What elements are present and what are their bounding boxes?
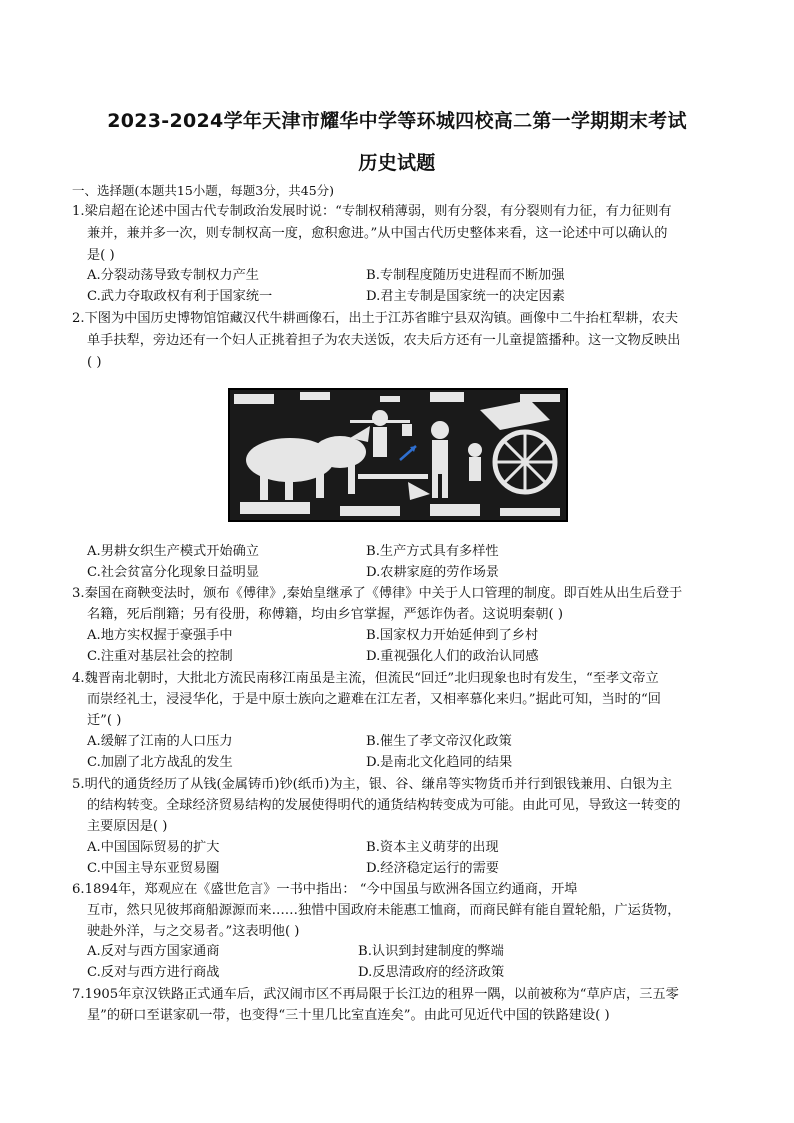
question-7-line-2: 星”的研口至谌家矶一带，也变得“三十里几比室直连矣”。由此可见近代中国的铁路建设( ) <box>87 1008 610 1023</box>
question-2-line-2: 单手扶犁，旁边还有一个妇人正挑着担子为农夫送饭，农夫后方还有一儿童提篮播种。这一文物反映出 <box>87 333 681 348</box>
exam-title: 2023-2024学年天津市耀华中学等环城四校高二第一学期期末考试 <box>107 110 687 132</box>
question-5-option-b[interactable]: B.资本主义萌芽的出现 <box>366 840 499 855</box>
question-3-option-b[interactable]: B.国家权力开始延伸到了乡村 <box>366 628 539 643</box>
question-6-line-3: 驶赴外洋，与之交易者。”这表明他( ) <box>87 924 300 939</box>
question-4-option-d[interactable]: D.是南北文化趋同的结果 <box>366 755 513 770</box>
question-6-line-1: 6.1894年，郑观应在《盛世危言》一书中指出： “今中国虽与欧洲各国立约通商，开埠 <box>72 882 578 897</box>
section-heading: 一、选择题(本题共15小题，每题3分，共45分) <box>72 183 335 198</box>
question-3-option-a[interactable]: A.地方实权握于豪强手中 <box>87 628 233 643</box>
question-2-line-1: 2.下图为中国历史博物馆馆藏汉代牛耕画像石，出土于江苏省睢宁县双沟镇。画像中二牛抬杠犁耕，农夫 <box>72 311 679 326</box>
question-7-line-1: 7.1905年京汉铁路正式通车后，武汉闹市区不再局限于长江边的租界一隅，以前被称为“草庐店，三五零 <box>72 987 679 1002</box>
question-3-option-c[interactable]: C.注重对基层社会的控制 <box>87 649 233 664</box>
question-5-line-3: 主要原因是( ) <box>87 819 168 834</box>
question-3-option-d[interactable]: D.重视强化人们的政治认同感 <box>366 649 539 664</box>
question-1-line-3: 是( ) <box>87 248 115 263</box>
question-5-option-c[interactable]: C.中国主导东亚贸易圈 <box>87 861 220 876</box>
question-6-option-a[interactable]: A.反对与西方国家通商 <box>87 944 220 959</box>
question-1-option-b[interactable]: B.专制程度随历史进程而不断加强 <box>366 268 565 283</box>
question-3-line-2: 名籍，死后削籍；另有役册，称傅籍，均由乡官掌握，严惩诈伪者。这说明秦朝( ) <box>87 607 564 622</box>
question-1-option-c[interactable]: C.武力夺取政权有利于国家统一 <box>87 289 273 304</box>
question-5-line-1: 5.明代的通货经历了从钱(金属铸币)钞(纸币)为主，银、谷、缣帛等实物货币并行到银钱兼用、白银为主 <box>72 777 673 792</box>
question-4-option-c[interactable]: C.加剧了北方战乱的发生 <box>87 755 233 770</box>
question-6-option-c[interactable]: C.反对与西方进行商战 <box>87 965 220 980</box>
exam-subtitle: 历史试题 <box>358 152 436 174</box>
question-4-option-a[interactable]: A.缓解了江南的人口压力 <box>87 734 233 749</box>
question-2-option-c[interactable]: C.社会贫富分化现象日益明显 <box>87 565 260 580</box>
question-2-option-a[interactable]: A.男耕女织生产模式开始确立 <box>87 544 259 559</box>
han-ox-plowing-stone-relief-image <box>228 388 568 522</box>
question-6-line-2: 互市，然只见彼邦商船源源而来……独惜中国政府未能惠工恤商，而商民鲜有能自置轮船，广运货物， <box>87 903 681 918</box>
question-2-option-d[interactable]: D.农耕家庭的劳作场景 <box>366 565 499 580</box>
question-2-option-b[interactable]: B.生产方式具有多样性 <box>366 544 499 559</box>
question-6-option-b[interactable]: B.认识到封建制度的弊端 <box>358 944 504 959</box>
question-2-line-3: ( ) <box>87 355 102 370</box>
question-6-option-d[interactable]: D.反思清政府的经济政策 <box>358 965 505 980</box>
question-3-line-1: 3.秦国在商鞅变法时，颁布《傅律》,秦始皇继承了《傅律》中关于人口管理的制度。即百姓从出生后登于 <box>72 586 683 601</box>
question-1-line-1: 1.梁启超在论述中国古代专制政治发展时说：“专制权稍薄弱，则有分裂，有分裂则有力征，有力征则有 <box>72 204 672 219</box>
stone-relief-illustration <box>230 390 566 520</box>
question-4-line-1: 4.魏晋南北朝时，大批北方流民南移江南虽是主流，但流民“回迁”北归现象也时有发生，“至孝文帝立 <box>72 671 659 686</box>
question-1-option-d[interactable]: D.君主专制是国家统一的决定因素 <box>366 289 565 304</box>
question-1-line-2: 兼并，兼并多一次，则专制权高一度，愈积愈进。”从中国古代历史整体来看，这一论述中可以确认的 <box>87 226 668 241</box>
question-5-option-d[interactable]: D.经济稳定运行的需要 <box>366 861 499 876</box>
question-5-line-2: 的结构转变。全球经济贸易结构的发展使得明代的通货结构转变成为可能。由此可见，导致这一转变的 <box>87 798 681 813</box>
question-4-line-3: 迁”( ) <box>87 713 122 728</box>
question-1-option-a[interactable]: A.分裂动荡导致专制权力产生 <box>87 268 259 283</box>
question-4-line-2: 而崇经礼士，浸浸华化，于是中原士族向之避难在江左者，又相率慕化来归。”据此可知，当时的“回 <box>87 692 661 707</box>
question-4-option-b[interactable]: B.催生了孝文帝汉化政策 <box>366 734 512 749</box>
question-5-option-a[interactable]: A.中国国际贸易的扩大 <box>87 840 220 855</box>
